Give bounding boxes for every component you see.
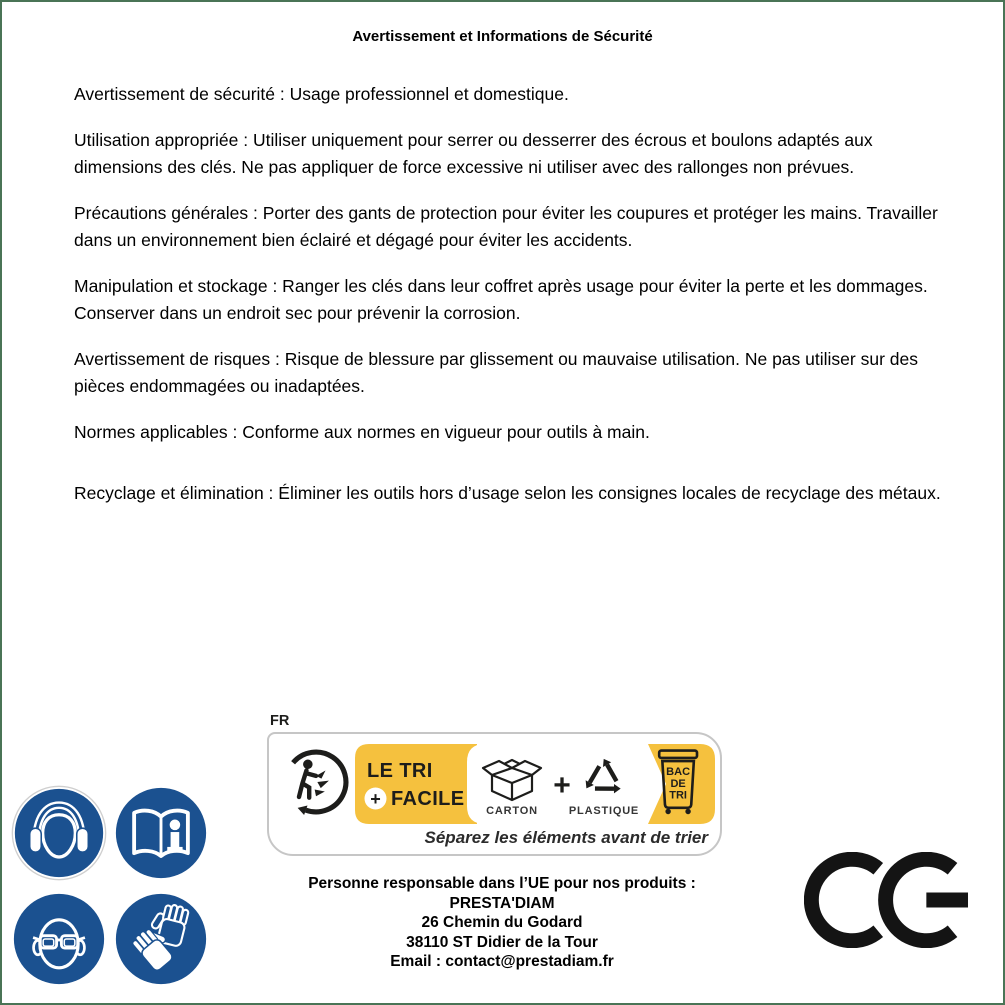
svg-text:DE: DE — [670, 777, 686, 790]
le-tri-text: LE TRI — [367, 760, 433, 782]
email-line: Email : contact@prestadiam.fr — [390, 953, 614, 970]
plus-circle-text: + — [370, 789, 381, 809]
page-title: Avertissement et Informations de Sécurité — [352, 28, 653, 45]
ce-mark-icon — [804, 852, 969, 948]
address-line: 38110 ST Didier de la Tour — [406, 933, 598, 951]
fr-label: FR — [270, 713, 290, 729]
responsible-person-block — [272, 874, 732, 972]
svg-text:TRI: TRI — [669, 789, 687, 802]
protective-gloves-icon — [113, 891, 209, 987]
safety-text — [2, 81, 1003, 508]
triman-icon — [282, 748, 350, 816]
sorting-banner — [355, 744, 715, 824]
ear-protection-icon — [11, 785, 107, 881]
safety-paragraph: Avertissement de risques : Risque de blessure par glissement ou mauvaise utilisation. Ne pas utiliser sur des pièces endommagées ou inadaptées. — [74, 348, 918, 396]
safety-paragraph: Précautions générales : Porter des gants de protection pour éviter les coupures et protéger les mains. Travailler dans un environnement bien éclairé et dégagé pour éviter les accidents. — [74, 202, 938, 250]
info-tri-label — [267, 732, 722, 856]
eye-protection-icon — [11, 891, 107, 987]
sorting-tagline: Séparez les éléments avant de trier — [424, 828, 708, 847]
facile-text: FACILE — [391, 788, 465, 810]
safety-paragraph: Manipulation et stockage : Ranger les clés dans leur coffret après usage pour éviter la perte et les dommages. Conserver dans un endroit sec pour prévenir la corrosion. — [74, 275, 928, 323]
address-line: 26 Chemin du Godard — [421, 914, 583, 931]
plus-sign: + — [553, 769, 571, 802]
safety-paragraph: Normes applicables : Conforme aux normes en vigueur pour outils à main. — [74, 421, 650, 442]
triman-block — [267, 713, 725, 856]
svg-text:BAC: BAC — [666, 766, 691, 779]
company-name: PRESTA'DIAM — [449, 894, 555, 912]
responsible-line: Personne responsable dans l’UE pour nos produits : — [308, 875, 696, 892]
safety-paragraph: Utilisation appropriée : Utiliser uniquement pour serrer ou desserrer des écrous et boulons adaptés aux dimensions des clés. Ne pas appliquer de force excessive ni utiliser avec des rallonges non prévues. — [74, 129, 873, 177]
safety-paragraph: Avertissement de sécurité : Usage professionnel et domestique. — [74, 84, 569, 104]
safety-paragraph: Recyclage et élimination : Éliminer les outils hors d’usage selon les consignes locales de recyclage des métaux. — [74, 483, 941, 503]
read-manual-icon — [113, 785, 209, 881]
carton-label: CARTON — [486, 805, 538, 817]
mandatory-icons — [11, 785, 209, 987]
plastique-label: PLASTIQUE — [568, 805, 640, 817]
